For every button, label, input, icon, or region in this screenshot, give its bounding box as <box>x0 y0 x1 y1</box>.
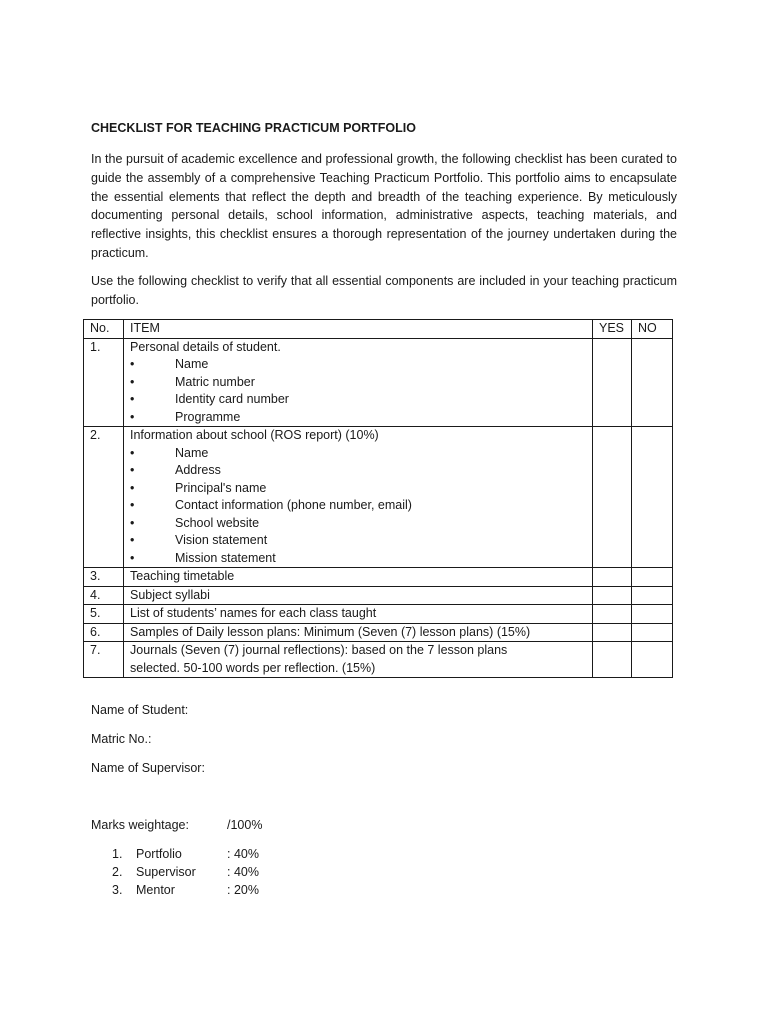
sub-item <box>130 532 592 550</box>
row-item: List of students’ names for each class taught <box>124 605 593 624</box>
bullet-icon: • <box>130 480 135 495</box>
marks-weightage-label: Marks weightage: <box>91 818 189 832</box>
sub-item <box>130 391 592 409</box>
checklist-table <box>83 319 673 678</box>
no-checkbox-cell[interactable] <box>632 605 673 624</box>
row-number: 5. <box>84 605 124 624</box>
sub-item <box>130 374 592 392</box>
row-number: 3. <box>84 568 124 587</box>
sub-item <box>130 462 592 480</box>
sub-item <box>130 445 592 463</box>
yes-checkbox-cell[interactable] <box>593 605 632 624</box>
header-item: ITEM <box>124 320 593 339</box>
student-name-label: Name of Student: <box>91 703 189 717</box>
sub-item-label: Matric number <box>175 374 255 389</box>
sub-item <box>130 356 592 374</box>
yes-checkbox-cell[interactable] <box>593 586 632 605</box>
marks-item-number: 1. <box>112 847 123 861</box>
marks-item-number: 3. <box>112 883 123 897</box>
sub-item-label: Address <box>175 463 221 477</box>
sub-item <box>130 550 592 568</box>
supervisor-name-label: Name of Supervisor: <box>91 761 205 775</box>
marks-list-item <box>112 865 259 879</box>
yes-checkbox-cell[interactable] <box>593 568 632 587</box>
yes-checkbox-cell[interactable] <box>593 338 632 427</box>
bullet-icon: • <box>130 409 135 424</box>
sub-item-label: School website <box>175 515 260 530</box>
no-checkbox-cell[interactable] <box>632 338 673 427</box>
yes-checkbox-cell[interactable] <box>593 427 632 568</box>
bullet-icon: • <box>130 392 135 406</box>
table-row <box>84 605 673 624</box>
header-no-column: NO <box>632 320 673 339</box>
table-row <box>84 338 673 427</box>
marks-item-label: Portfolio <box>136 847 182 861</box>
bullet-icon: • <box>130 463 135 477</box>
row-number: 7. <box>84 642 124 678</box>
sub-item <box>130 497 592 515</box>
table-header-row <box>84 320 673 339</box>
sub-item-label: Mission statement <box>175 550 276 565</box>
sub-item-label: Name <box>175 357 209 371</box>
sub-item <box>130 480 592 498</box>
item-text: Personal details of student. <box>130 339 281 354</box>
marks-item-value: : 40% <box>227 847 259 861</box>
row-item: Subject syllabi <box>124 586 593 605</box>
row-number: 1. <box>84 338 124 427</box>
matric-number-label: Matric No.: <box>91 732 152 746</box>
row-item: Samples of Daily lesson plans: Minimum (Seven (7) lesson plans) (15%) <box>124 623 593 642</box>
row-number: 2. <box>84 427 124 568</box>
row-number: 6. <box>84 623 124 642</box>
no-checkbox-cell[interactable] <box>632 568 673 587</box>
bullet-icon: • <box>130 515 135 530</box>
bullet-icon: • <box>130 533 135 547</box>
sub-item-label: Vision statement <box>175 533 268 547</box>
marks-item-label: Supervisor <box>136 865 196 879</box>
table-row <box>84 623 673 642</box>
row-number: 4. <box>84 586 124 605</box>
intro-paragraph: In the pursuit of academic excellence and professional growth, the following checklist has been curated to guide the assembly of a comprehensive Teaching Practicum Portfolio. This portfolio aims to encapsulate the essential elements that reflect the depth and breadth of the teaching experience. By meticulously documenting personal details, school information, administrative aspects, teaching materials, and reflective insights, this checklist ensures a thorough representation of the journey undertaken during the practicum. <box>91 152 677 260</box>
sub-item <box>130 515 592 533</box>
sub-item <box>130 409 592 427</box>
header-no: No. <box>84 320 124 339</box>
sub-item-label: Programme <box>175 409 241 424</box>
marks-item-number: 2. <box>112 865 123 879</box>
table-row <box>84 642 673 678</box>
item-text: Information about school (ROS report) (10%) <box>130 428 379 442</box>
sub-item-label: Contact information (phone number, email) <box>175 498 412 512</box>
marks-weightage-total: /100% <box>227 818 263 832</box>
row-item <box>124 338 593 427</box>
marks-item-label: Mentor <box>136 883 175 897</box>
marks-item-value: : 20% <box>227 883 259 897</box>
instruction-paragraph: Use the following checklist to verify that all essential components are included in your teaching practicum portfolio. <box>91 274 677 307</box>
yes-checkbox-cell[interactable] <box>593 642 632 678</box>
row-item <box>124 427 593 568</box>
sub-item-label: Identity card number <box>175 392 289 406</box>
marks-list-item <box>112 847 259 861</box>
no-checkbox-cell[interactable] <box>632 623 673 642</box>
no-checkbox-cell[interactable] <box>632 642 673 678</box>
sub-item-label: Name <box>175 445 209 460</box>
bullet-icon: • <box>130 357 135 371</box>
table-row <box>84 568 673 587</box>
item-text-continued: selected. 50-100 words per reflection. (15%) <box>130 660 376 675</box>
header-yes: YES <box>593 320 632 339</box>
no-checkbox-cell[interactable] <box>632 427 673 568</box>
table-row <box>84 427 673 568</box>
bullet-icon: • <box>130 498 135 512</box>
sub-item-label: Principal's name <box>175 480 267 495</box>
marks-item-value: : 40% <box>227 865 259 879</box>
table-row <box>84 586 673 605</box>
bullet-icon: • <box>130 550 135 565</box>
bullet-icon: • <box>130 374 135 389</box>
document-title: CHECKLIST FOR TEACHING PRACTICUM PORTFOLIO <box>91 121 416 135</box>
no-checkbox-cell[interactable] <box>632 586 673 605</box>
row-item <box>124 642 593 678</box>
yes-checkbox-cell[interactable] <box>593 623 632 642</box>
marks-list-item <box>112 883 259 897</box>
bullet-icon: • <box>130 445 135 460</box>
row-item: Teaching timetable <box>124 568 593 587</box>
item-text: Journals (Seven (7) journal reflections): based on the 7 lesson plans <box>130 643 508 657</box>
